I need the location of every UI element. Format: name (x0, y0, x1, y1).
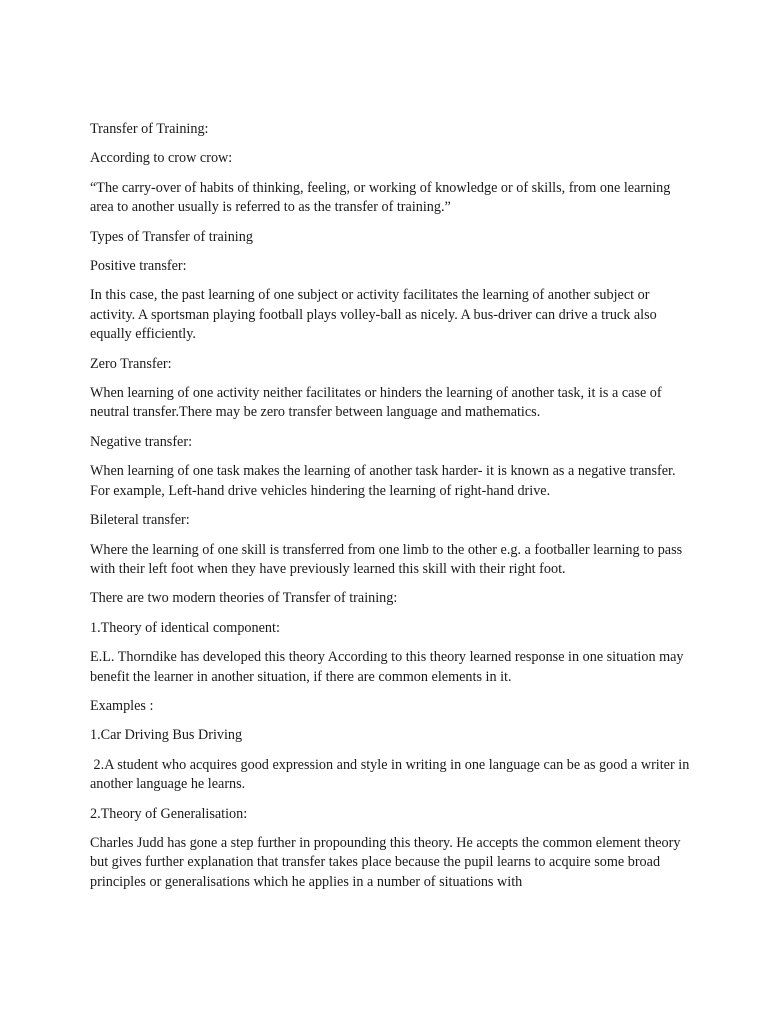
paragraph-zero-transfer: When learning of one activity neither facilitates or hinders the learning of another task, it is a case of neutral transfer.There may be zero transfer between language and mathematics. (90, 385, 666, 421)
heading-generalisation: 2.Theory of Generalisation: (90, 805, 248, 822)
heading-zero-transfer: Zero Transfer: (90, 355, 172, 372)
paragraph-negative-transfer: When learning of one task makes the learning of another task harder- it is known as a negative transfer. For example, Left-hand drive vehicles hindering the learning of right-hand drive. (90, 463, 680, 499)
example-item-2: 2.A student who acquires good expression and style in writing in one language can be as good a writer in another language he learns. (90, 756, 693, 793)
paragraph-judd: Charles Judd has gone a step further in propounding this theory. He accepts the common element theory but gives further explanation that transfer takes place because the pupil learns to acquire some broad principles or generalisations which he applies in a number of situations with (90, 834, 685, 890)
paragraph-bilateral-transfer: Where the learning of one skill is transferred from one limb to the other e.g. a footballer learning to pass with their left foot when they have previously learned this skill with their right foot. (90, 541, 686, 577)
definition-quote: “The carry-over of habits of thinking, feeling, or working of knowledge or of skills, from one learning area to another usually is referred to as the transfer of training.” (90, 179, 674, 216)
heading-examples: Examples : (90, 697, 154, 714)
paragraph-modern-theories: There are two modern theories of Transfer of training: (90, 590, 398, 607)
example-item-1: 1.Car Driving Bus Driving (90, 727, 243, 744)
paragraph-positive-transfer: In this case, the past learning of one subject or activity facilitates the learning of another subject or activity. A sportsman playing football plays volley-ball as nicely. A bus-driver can drive a truck also equally efficiently. (90, 287, 661, 343)
heading-types-of-transfer: Types of Transfer of training (90, 228, 253, 245)
paragraph-thorndike: E.L. Thorndike has developed this theory According to this theory learned response in one situation may benefit the learner in another situation, if there are common elements in it. (90, 649, 688, 685)
heading-identical-component: 1.Theory of identical component: (90, 619, 280, 636)
heading-transfer-of-training: Transfer of Training: (90, 121, 209, 137)
subheading-according-to: According to crow crow: (90, 150, 233, 167)
heading-positive-transfer: Positive transfer: (90, 258, 187, 275)
heading-bilateral-transfer: Bileteral transfer: (90, 512, 190, 529)
document-page (90, 120, 693, 902)
heading-negative-transfer: Negative transfer: (90, 433, 193, 450)
